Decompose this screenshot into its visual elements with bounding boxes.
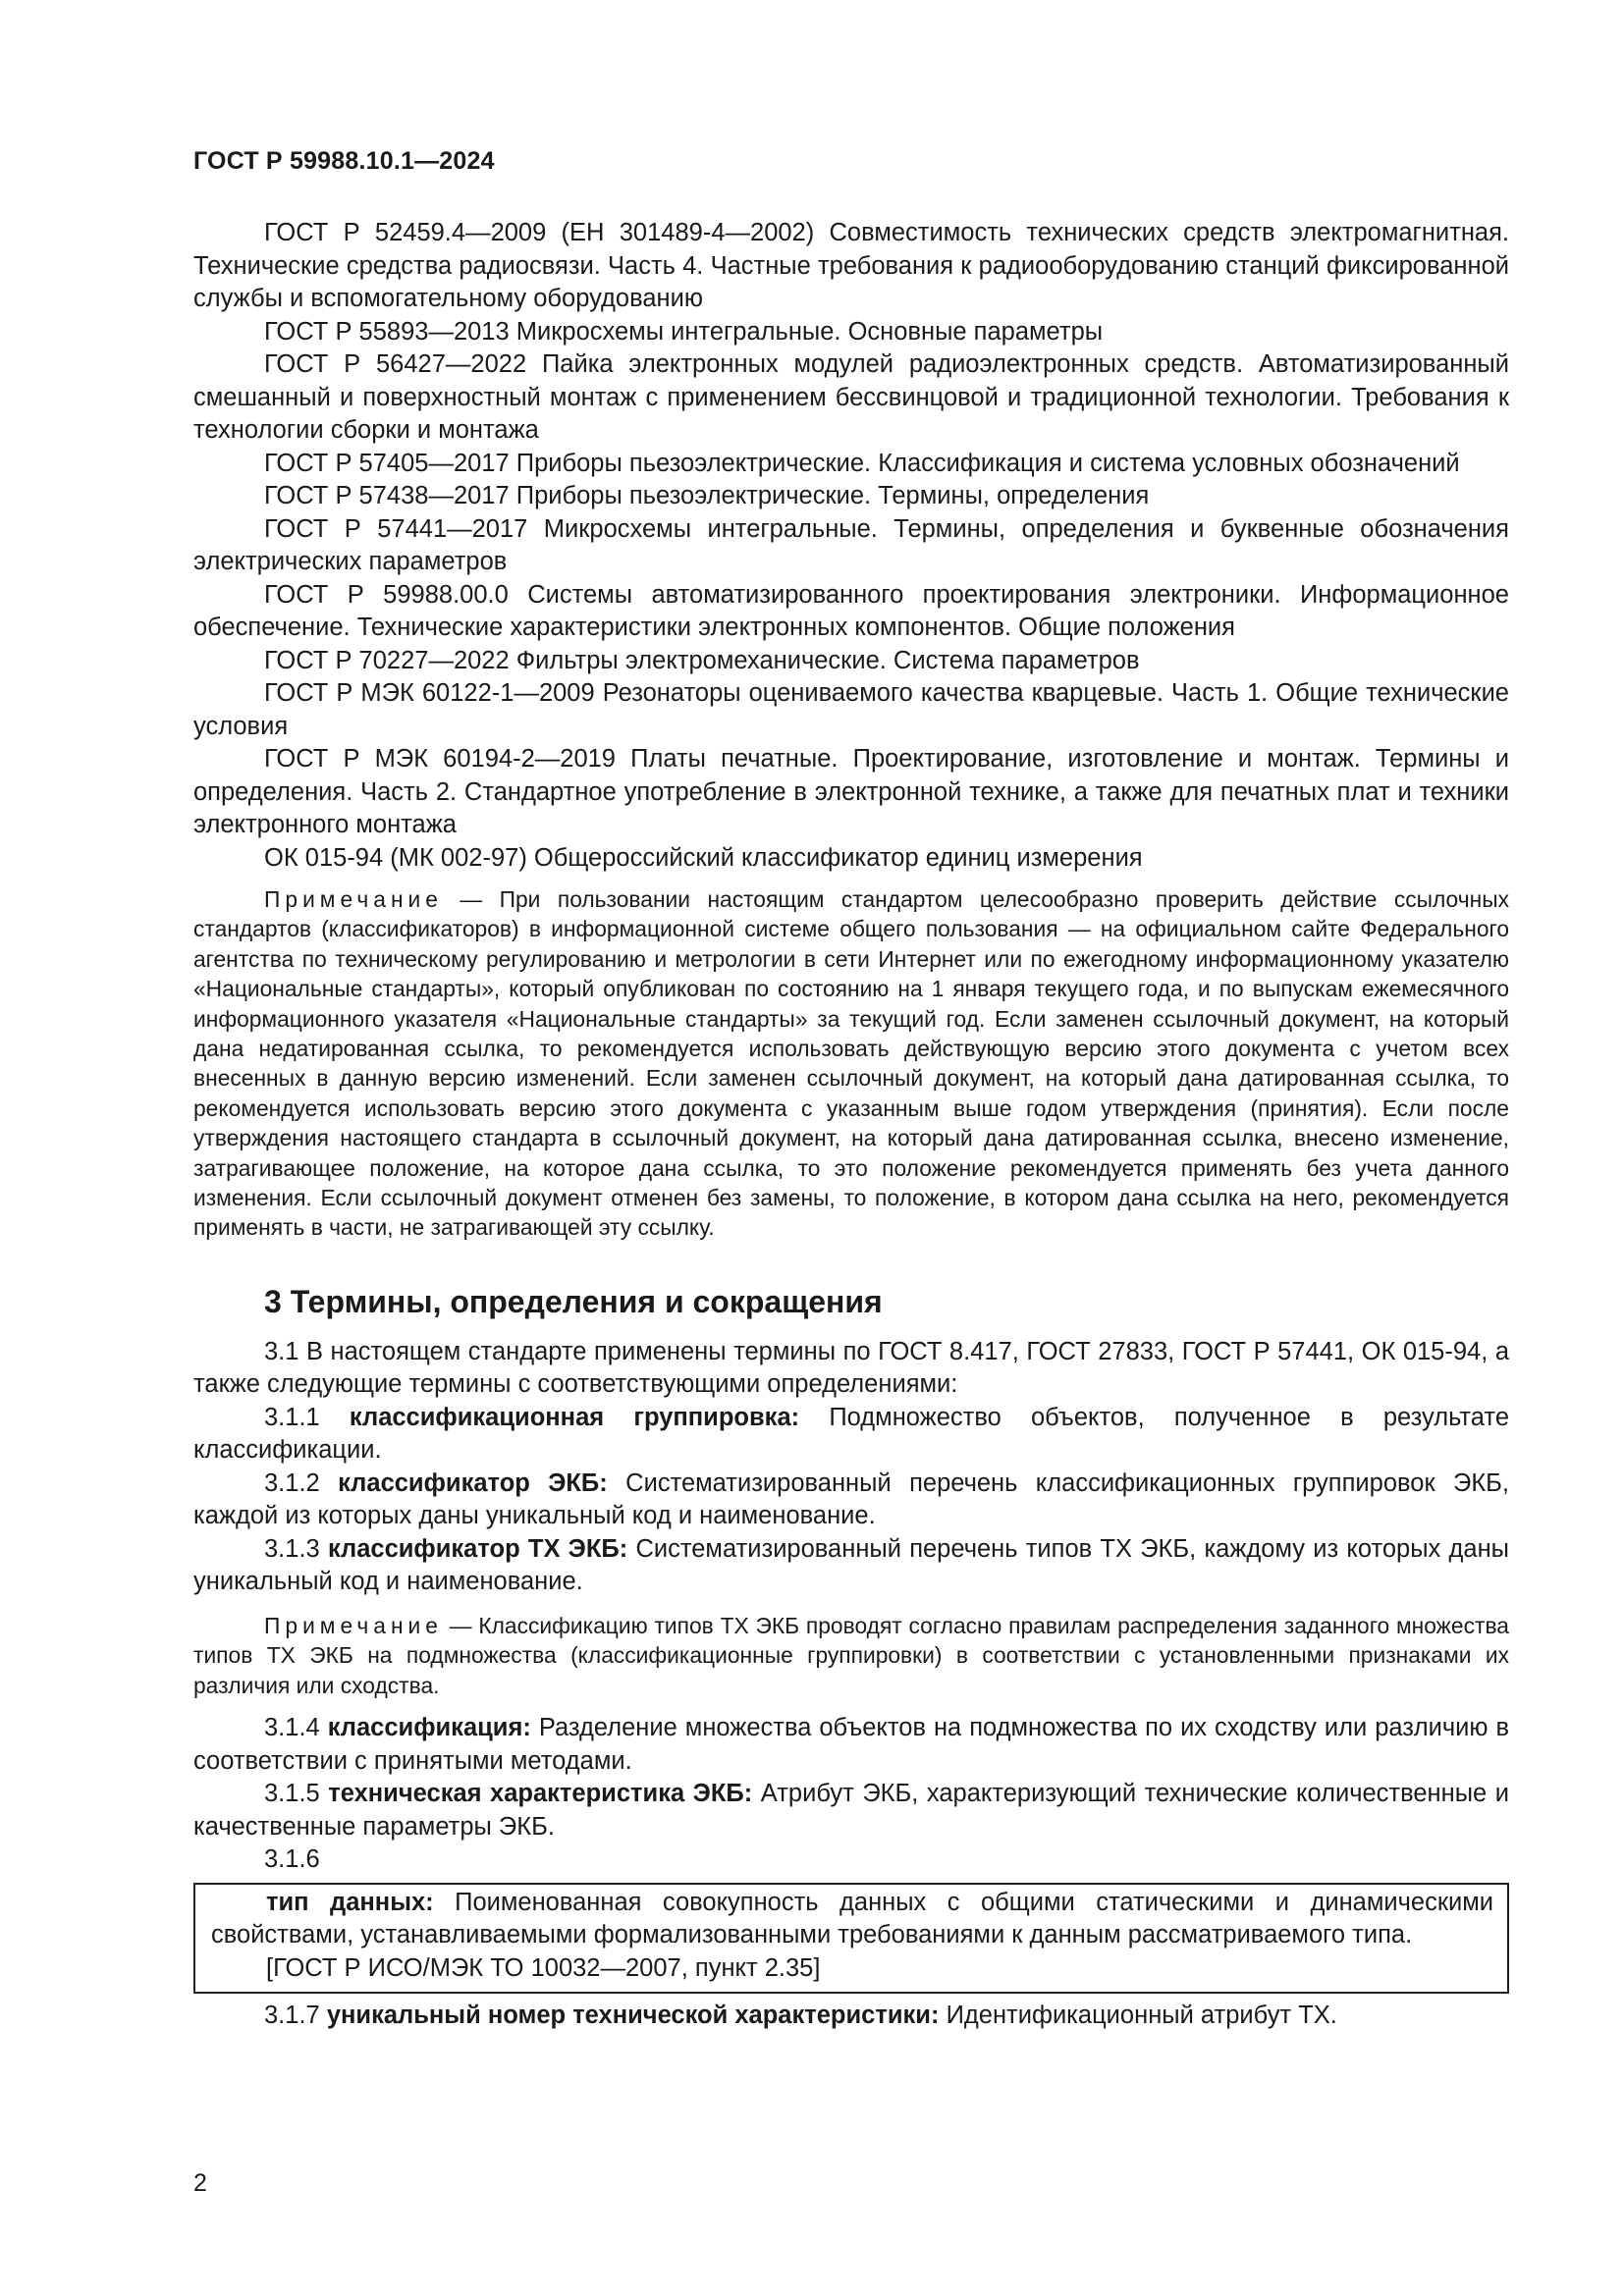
term-3-1-4 <box>193 1712 1509 1778</box>
term-3-1-1 <box>193 1402 1509 1468</box>
term-name: классификатор ТХ ЭКБ: <box>327 1534 628 1563</box>
term-number: 3.1.3 <box>264 1534 320 1563</box>
reference-item: ГОСТ Р 57405—2017 Приборы пьезоэлектрические. Классификация и система условных обозначений <box>264 449 1460 477</box>
section-title: 3 Термины, определения и сокращения <box>264 1283 883 1319</box>
term-definition: Систематизированный перечень классификационных группировок ЭКБ, каждой из которых даны уникальный код и наименование. <box>193 1468 1509 1530</box>
term-3-1-3 <box>193 1533 1509 1599</box>
term-number-3-1-6: 3.1.6 <box>264 1845 320 1874</box>
term-3-1-5 <box>193 1778 1509 1843</box>
term-number: 3.1.1 <box>264 1403 320 1431</box>
reference-item: ГОСТ Р 57441—2017 Микросхемы интегральные. Термины, определения и буквенные обозначения электрических параметров <box>193 514 1509 575</box>
term-name: тип данных: <box>266 1888 434 1916</box>
note-text: — Классификацию типов ТХ ЭКБ проводят согласно правилам распределения заданного множества типов ТХ ЭКБ на подмножества (классификационные группировки) в соответствии с установленными признаками их различия или сходства. <box>193 1612 1509 1698</box>
term-3-1-2 <box>193 1468 1509 1533</box>
terms-intro: 3.1 В настоящем стандарте применены термины по ГОСТ 8.417, ГОСТ 27833, ГОСТ Р 57441, ОК 015-94, а также следующие термины с соответствующими определениями: <box>193 1337 1509 1399</box>
reference-item: ОК 015-94 (МК 002-97) Общероссийский классификатор единиц измерения <box>264 843 1143 872</box>
note-label: Примечание <box>264 886 443 912</box>
term-box-3-1-6 <box>193 1883 1509 1995</box>
page-number: 2 <box>193 2169 207 2197</box>
term-name: классификационная группировка: <box>349 1403 800 1431</box>
reference-item: ГОСТ Р 59988.00.0 Системы автоматизированного проектирования электроники. Информационное обеспечение. Технические характеристики электронных компонентов. Общие положения <box>193 580 1509 641</box>
term-name: уникальный номер технической характеристики: <box>326 2002 940 2030</box>
term-3-1-6 <box>211 1887 1493 1952</box>
reference-item: ГОСТ Р МЭК 60122-1—2009 Резонаторы оцениваемого качества кварцевые. Часть 1. Общие технические условия <box>193 679 1509 740</box>
note-classification <box>193 1611 1509 1700</box>
page-content <box>193 217 1509 2033</box>
normative-references-list <box>193 217 1509 875</box>
term-definition: Идентификационный атрибут ТХ. <box>946 2002 1337 2030</box>
reference-item: ГОСТ Р 70227—2022 Фильтры электромеханические. Система параметров <box>264 646 1140 674</box>
term-definition: Систематизированный перечень типов ТХ ЭКБ, каждому из которых даны уникальный код и наименование. <box>193 1534 1509 1596</box>
term-number: 3.1.4 <box>264 1714 320 1742</box>
term-name: классификатор ЭКБ: <box>338 1468 608 1497</box>
reference-item: ГОСТ Р 52459.4—2009 (ЕН 301489-4—2002) Совместимость технических средств электромагнитная. Технические средства радиосвязи. Часть 4. Частные требования к радиооборудованию станций фиксированной службы и вспомогательному оборудованию <box>193 219 1509 312</box>
note-label: Примечание <box>264 1612 443 1638</box>
term-definition: Подмножество объектов, полученное в результате классификации. <box>193 1403 1510 1465</box>
term-definition: Атрибут ЭКБ, характеризующий технические количественные и качественные параметры ЭКБ. <box>193 1780 1510 1841</box>
note-text: — При пользовании настоящим стандартом целесообразно проверить действие ссылочных стандартов (классификаторов) в информационной системе общего пользования — на официальном сайте Федерального агентства по техническому регулированию и метрологии в сети Интернет или по ежегодному информационному указателю «Национальные стандарты», который опубликован по состоянию на 1 января текущего года, и по выпускам ежемесячного информационного указателя «Национальные стандарты» за текущий год. Если заменен ссылочный документ, на который дана недатированная ссылка, то рекомендуется использовать действующую версию этого документа с учетом всех внесенных в данную версию изменений. Если заменен ссылочный документ, на который дана датированная ссылка, то рекомендуется использовать версию этого документа с указанным выше годом утверждения (принятия). Если после утверждения настоящего стандарта в ссылочный документ, на который дана датированная ссылка, внесено изменение, затрагивающее положение, на которое дана ссылка, то это положение рекомендуется применять без учета данного изменения. Если ссылочный документ отменен без замены, то положение, в котором дана ссылка на него, рекомендуется применять в части, не затрагивающей эту ссылку. <box>193 886 1509 1241</box>
term-3-1-7 <box>193 2000 1509 2033</box>
term-name: техническая характеристика ЭКБ: <box>328 1780 753 1808</box>
term-number: 3.1.5 <box>264 1780 320 1808</box>
reference-item: ГОСТ Р 57438—2017 Приборы пьезоэлектрические. Термины, определения <box>264 482 1150 509</box>
term-name: классификация: <box>327 1714 531 1742</box>
reference-item: ГОСТ Р 56427—2022 Пайка электронных модулей радиоэлектронных средств. Автоматизированный смешанный и поверхностный монтаж с применением бессвинцовой и традиционной технологии. Требования к технологии сборки и монтажа <box>193 350 1509 444</box>
reference-item: ГОСТ Р МЭК 60194-2—2019 Платы печатные. Проектирование, изготовление и монтаж. Термины и определения. Часть 2. Стандартное употребление в электронной технике, а также для печатных плат и техники электронного монтажа <box>193 745 1509 838</box>
term-source: [ГОСТ Р ИСО/МЭК ТО 10032—2007, пункт 2.35] <box>266 1953 821 1982</box>
note-references <box>193 884 1509 1243</box>
term-number: 3.1.7 <box>264 2002 320 2030</box>
term-definition: Поименованная совокупность данных с общими статическими и динамическими свойствами, устанавливаемыми формализованными требованиями к данным рассматриваемого типа. <box>211 1888 1493 1949</box>
term-definition: Разделение множества объектов на подмножества по их сходству или различию в соответствии с принятыми методами. <box>193 1714 1509 1775</box>
term-number: 3.1.2 <box>264 1468 320 1497</box>
document-designation: ГОСТ Р 59988.10.1—2024 <box>193 147 495 175</box>
reference-item: ГОСТ Р 55893—2013 Микросхемы интегральные. Основные параметры <box>264 317 1104 346</box>
